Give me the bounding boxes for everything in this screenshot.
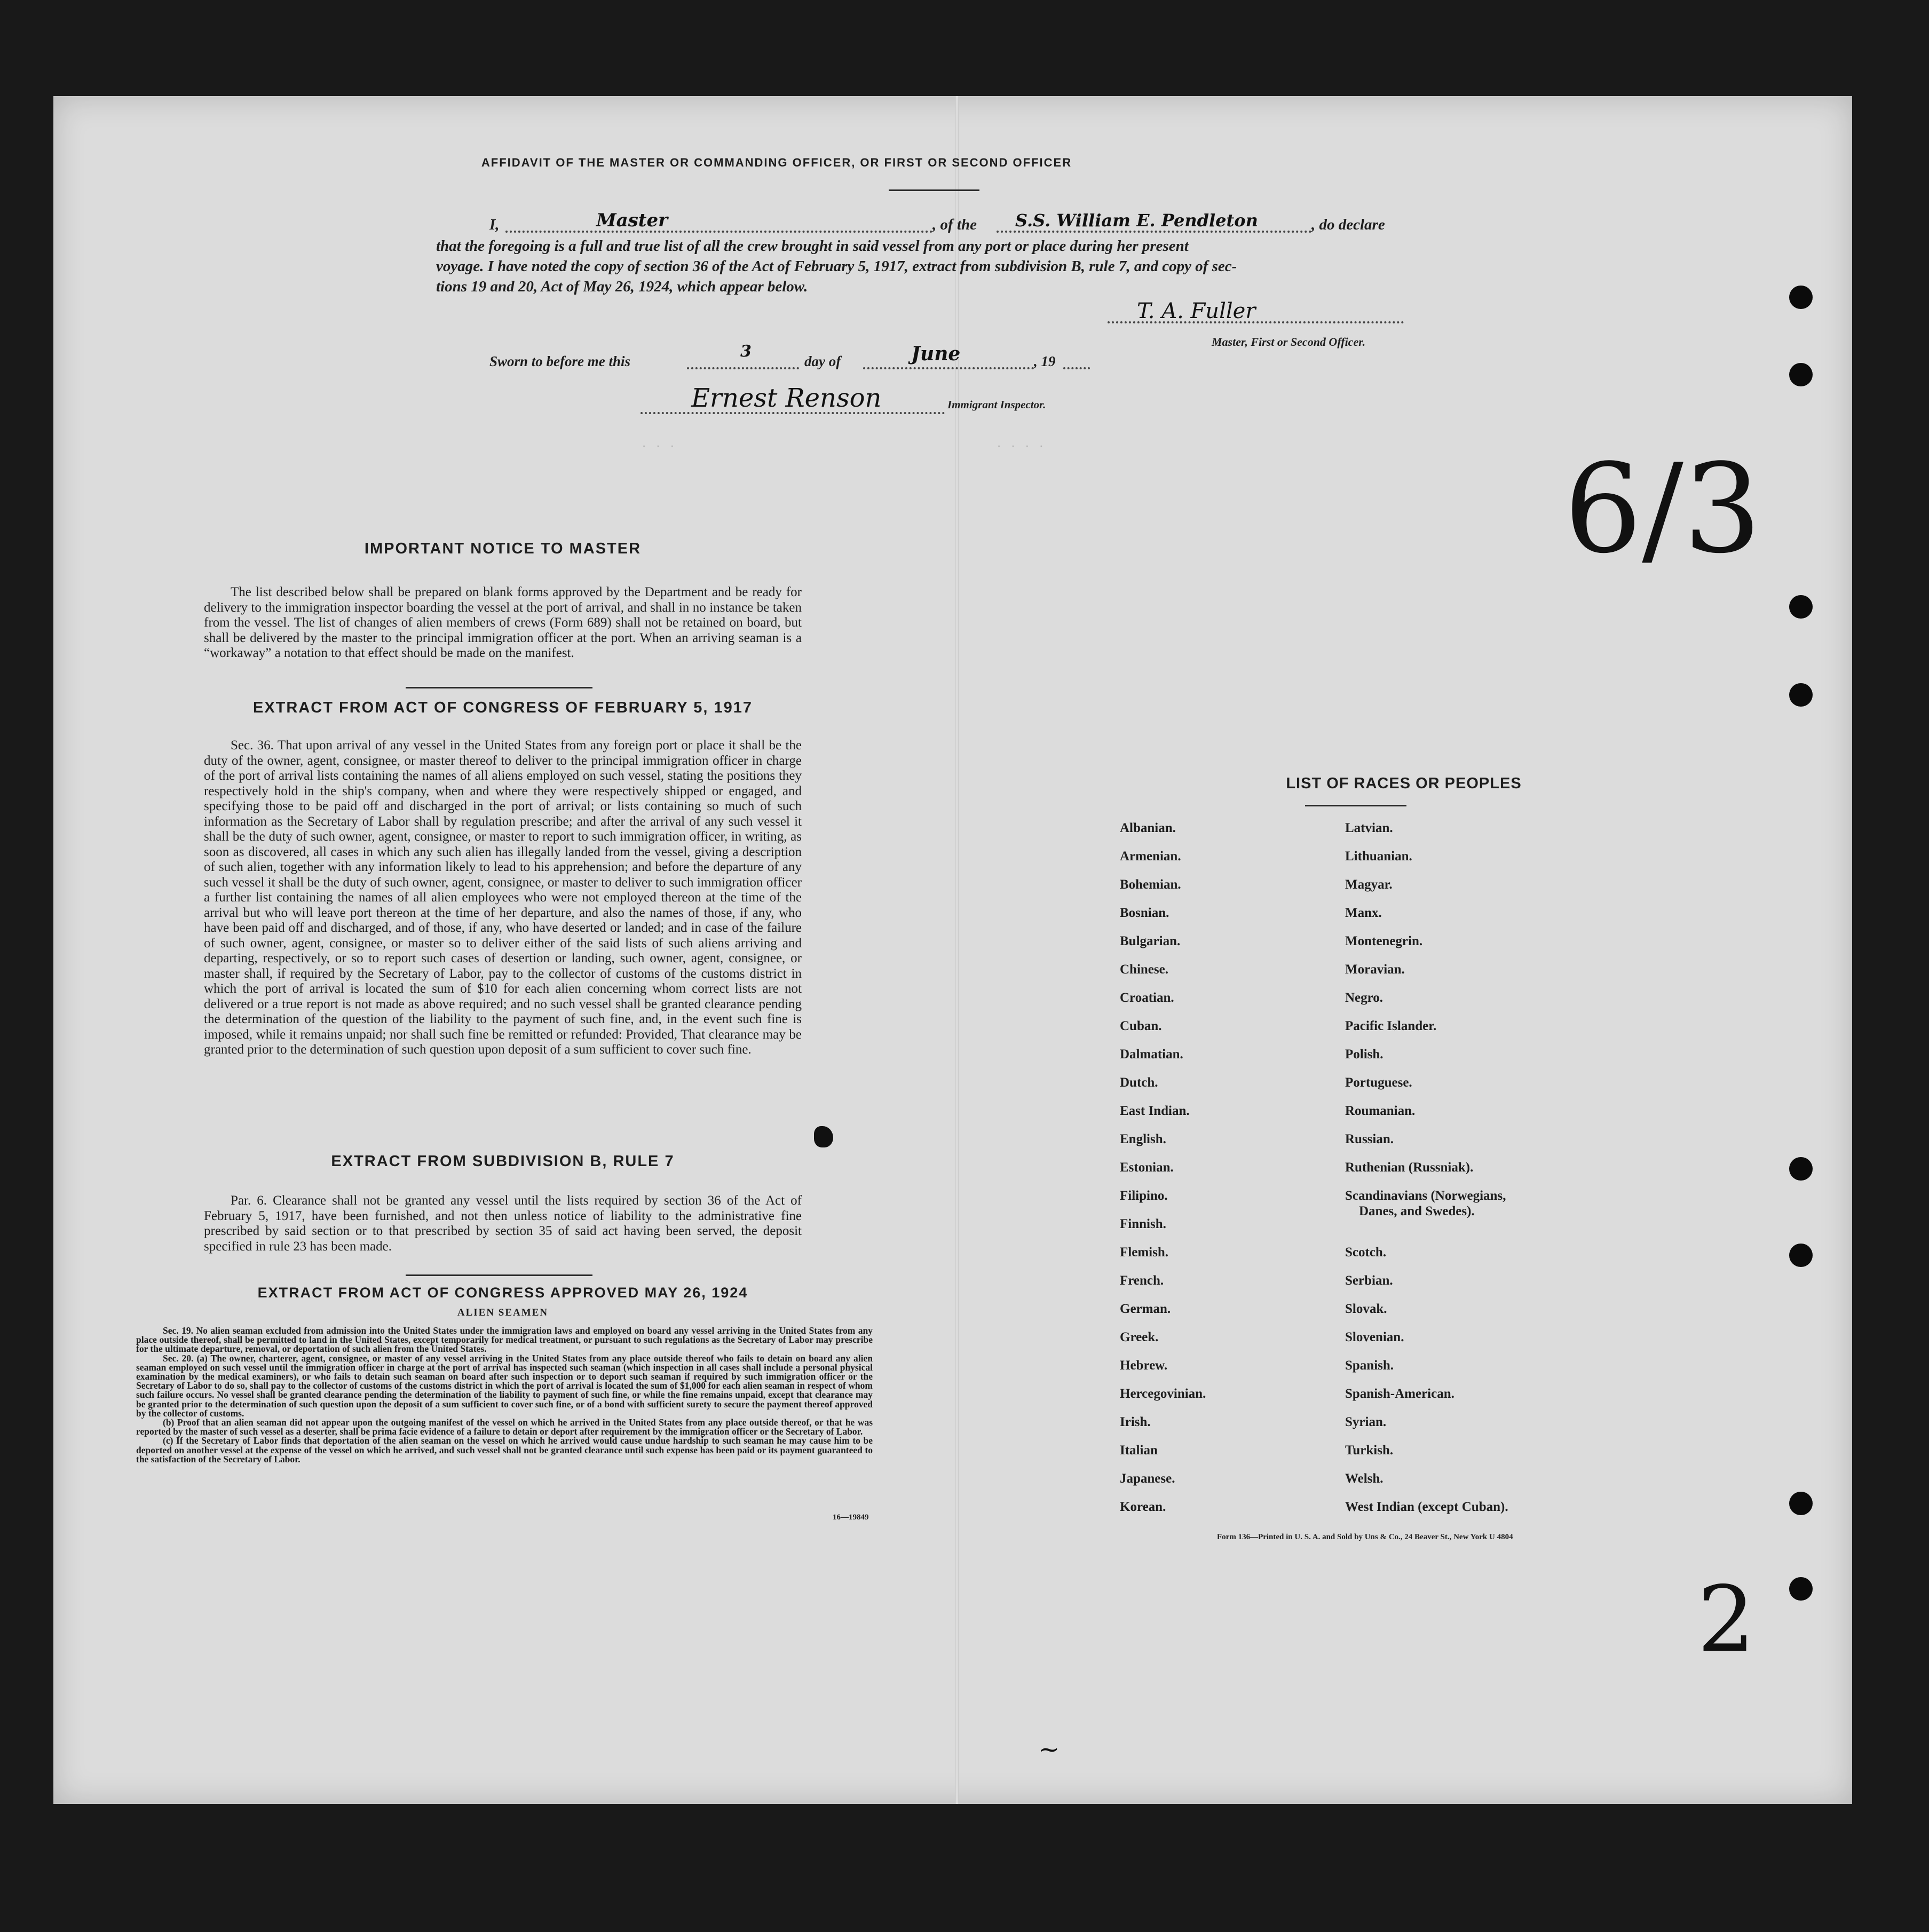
master-handwritten: Master <box>596 210 668 231</box>
race-item: Spanish. <box>1345 1358 1394 1373</box>
vessel-blank <box>997 231 1311 233</box>
affidavit-line-2: voyage. I have noted the copy of section 36 of the Act of February 5, 1917, extract from subdivision B, rule 7, and copy of sec- <box>436 258 1237 275</box>
sec-20a-paragraph: Sec. 20. (a) The owner, charterer, agent, consignee, or master of any vessel arriving in the United States from any place outside thereof who fails to detain on board any alien seaman employed on such vessel until the immigration officer in charge at the port of arrival has inspected such seaman (which inspection in all cases shall include a personal physical examination by the medical examiners), or who fails to detain such seaman on board after such inspection or to deport such seaman if required by such immigration officer or the Secretary of Labor to do so, shall pay to the collector of customs of the customs district in which the port of arrival is located the sum of $1,000 for each alien seaman in respect of whom such failure occurs. No vessel shall be granted clearance pending the determination of the liability to payment of such fine, or while the fine remains unpaid, except that clearance may be granted prior to the determination of such question upon the deposit of a sum sufficient to cover such fine, or of a bond with sufficient surety to secure the payment thereof approved by the collector of customs. <box>136 1352 873 1419</box>
sec-20b-paragraph: (b) Proof that an alien seaman did not appear upon the outgoing manifest of the vessel on which he arrived in the United States from any place outside thereof, or that he was reported by the master of such vessel as a deserter, shall be prima facie evidence of a failure to detain or deport after requirement by the immigration officer or the Secretary of Labor. <box>136 1417 873 1437</box>
race-item: Montenegrin. <box>1345 934 1423 948</box>
ink-blot <box>814 1126 833 1147</box>
race-item: French. <box>1120 1273 1164 1288</box>
race-item: Scandinavians (Norwegians, <box>1345 1189 1506 1203</box>
races-left-column <box>1120 821 1333 1515</box>
race-item: Filipino. <box>1120 1189 1168 1203</box>
punch-hole <box>1789 595 1813 619</box>
sworn-line <box>489 342 1183 373</box>
extract-1924-text <box>136 1326 873 1464</box>
race-item: Spanish-American. <box>1345 1387 1454 1401</box>
bleed-through-row: . . . . <box>995 438 1045 451</box>
inspector-caption: Immigrant Inspector. <box>947 398 1046 411</box>
heading-rule <box>889 189 979 191</box>
rule7-text <box>204 1193 802 1254</box>
race-item: Moravian. <box>1345 962 1405 977</box>
race-item: Greek. <box>1120 1330 1159 1344</box>
name-blank <box>505 231 932 233</box>
master-signature: T. A. Fuller <box>1137 299 1256 323</box>
notice-paragraph: The list described below shall be prepared on blank forms approved by the Department and be ready for delivery to the immigration inspector boarding the vessel at the port of arrival, and shall in no instance be taken from the vessel. The list of changes of alien members of crews (Form 689) shall not be retained on board, but shall be delivered by the master to the principal immigration officer at the port. When an arriving seaman is a “workaway” a notation to that effect should be made on the manifest. <box>204 585 802 660</box>
notice-heading: IMPORTANT NOTICE TO MASTER <box>364 540 642 557</box>
race-item: Croatian. <box>1120 991 1174 1005</box>
punch-hole <box>1789 1492 1813 1515</box>
race-item: Estonian. <box>1120 1160 1174 1175</box>
i-label: I, <box>489 216 500 233</box>
race-item: Finnish. <box>1120 1217 1166 1231</box>
day-blank <box>687 367 799 369</box>
affidavit-line-1: that the foregoing is a full and true list of all the crew brought in said vessel from any port or place during her present <box>436 237 1189 255</box>
bleed-through-row: . . . <box>641 438 676 451</box>
form-printer-note: Form 136—Printed in U. S. A. and Sold by Uns & Co., 24 Beaver St., New York U 4804 <box>1217 1533 1513 1541</box>
alien-seamen-subheading: ALIEN SEAMEN <box>457 1307 549 1318</box>
race-item: Dalmatian. <box>1120 1047 1183 1062</box>
race-item: German. <box>1120 1302 1171 1316</box>
race-item: English. <box>1120 1132 1166 1146</box>
race-item: Albanian. <box>1120 821 1176 835</box>
race-item: Korean. <box>1120 1500 1166 1514</box>
day-handwritten: 3 <box>740 342 752 361</box>
race-item: Magyar. <box>1345 877 1393 892</box>
do-declare-label: , do declare <box>1311 216 1385 233</box>
race-item: Danes, and Swedes). <box>1359 1204 1475 1218</box>
extract-1924-heading: EXTRACT FROM ACT OF CONGRESS APPROVED MAY 26, 1924 <box>257 1285 748 1301</box>
race-item: Roumanian. <box>1345 1104 1416 1118</box>
affidavit-fill-line <box>489 210 1488 236</box>
sec-20c-paragraph: (c) If the Secretary of Labor finds that deportation of the alien seaman on the vessel on which he arrived would cause undue hardship to such seaman he may cause him to be deported on another vessel at the expense of the vessel on which he arrived, and such vessel shall not be granted clearance until such expense has been paid or its payment guaranteed to the satisfaction of the Secretary of Labor. <box>136 1435 873 1464</box>
punch-hole <box>1789 1244 1813 1267</box>
race-item: Pacific Islander. <box>1345 1019 1437 1033</box>
section-rule <box>406 1274 592 1276</box>
race-item: Bulgarian. <box>1120 934 1181 948</box>
extract-1917-text <box>204 738 802 1058</box>
race-item: Irish. <box>1120 1415 1151 1429</box>
sec-36-paragraph: Sec. 36. That upon arrival of any vessel in the United States from any foreign port or place it shall be the duty of the owner, agent, consignee, or master thereof to deliver to the principal immigration officer in charge of the port of arrival lists containing the names of all aliens employed on such vessel, stating the positions they respectively hold in the ship's company, when and where they were respectively shipped or engaged, and specifying those to be paid off and discharged in the port of arrival; or lists containing so much of such information as the Secretary of Labor shall by regulation prescribe; and after the arrival of any such vessel it shall be the duty of such owner, agent, consignee, or master to report to such immigration officer, in writing, as soon as discovered, all cases in which any such alien has illegally landed from the vessel, giving a description of such alien, together with any information likely to lead to his apprehension; and before the departure of any such vessel it shall be the duty of such owner, agent, consignee, or master to deliver to such immigration officer a further list containing the names of all alien employees who were not employed thereon at the time of the arrival but who will leave port thereon at the time of her departure, and also the names of those, if any, who have been paid off and discharged, and of those, if any, who have deserted or landed; and in case of the failure of such owner, agent, consignee, or master so to deliver either of the said lists of such aliens arriving and departing, respectively, or so to report such cases of desertion or landing, such owner, agent, consignee, or master shall, if required by the Secretary of Labor, pay to the collector of customs of the customs district in which the port of arrival is located the sum of $10 for each alien concerning whom correct lists are not delivered or a true report is not made as above required; and no such vessel shall be granted clearance pending the determination of the question of the liability to the payment of such fine, and, in the event such fine is imposed, while it remains unpaid; nor shall such fine be remitted or refunded: Provided, That clearance may be granted prior to the determination of such question upon deposit of a sum sufficient to cover such fine. <box>204 738 802 1057</box>
race-item: Latvian. <box>1345 821 1393 835</box>
section-rule <box>406 687 592 688</box>
race-item: Turkish. <box>1345 1443 1394 1458</box>
day-of-label: day of <box>804 353 841 369</box>
race-item: Dutch. <box>1120 1075 1158 1090</box>
affidavit-line-3: tions 19 and 20, Act of May 26, 1924, which appear below. <box>436 278 808 295</box>
race-item: Russian. <box>1345 1132 1394 1146</box>
race-item: Lithuanian. <box>1345 849 1412 864</box>
year-label: , 19 <box>1034 353 1056 369</box>
month-handwritten: June <box>911 343 961 365</box>
punch-hole <box>1789 363 1813 386</box>
races-rule <box>1305 805 1406 806</box>
race-item: Flemish. <box>1120 1245 1168 1260</box>
race-item: Ruthenian (Russniak). <box>1345 1160 1474 1175</box>
rule7-heading: EXTRACT FROM SUBDIVISION B, RULE 7 <box>331 1153 675 1170</box>
notice-text <box>204 585 802 661</box>
punch-hole <box>1789 286 1813 309</box>
race-item: Portuguese. <box>1345 1075 1412 1090</box>
signature-caption: Master, First or Second Officer. <box>1212 335 1366 349</box>
affidavit-body <box>436 236 1488 297</box>
sec-19-paragraph: Sec. 19. No alien seaman excluded from admission into the United States under the immigration laws and employed on board any vessel arriving in the United States from any place outside thereof, shall be permitted to land in the United States, except temporarily for medical treatment, or pursuant to such regulations as the Secretary of Labor may prescribe for the ultimate departure, removal, or deportation of such alien from the United States. <box>136 1325 873 1355</box>
sworn-label: Sworn to before me this <box>489 353 631 369</box>
race-item: Bohemian. <box>1120 877 1181 892</box>
races-right-column <box>1345 821 1644 1515</box>
punch-hole <box>1789 683 1813 707</box>
race-item: Scotch. <box>1345 1245 1387 1260</box>
race-item: East Indian. <box>1120 1104 1190 1118</box>
race-item: Chinese. <box>1120 962 1168 977</box>
race-item: Armenian. <box>1120 849 1181 864</box>
of-the-label: , of the <box>932 216 977 233</box>
affidavit-heading: AFFIDAVIT OF THE MASTER OR COMMANDING OFFICER, OR FIRST OR SECOND OFFICER <box>481 156 1072 169</box>
race-item: Hercegovinian. <box>1120 1387 1206 1401</box>
race-item: Italian <box>1120 1443 1158 1458</box>
race-item: West Indian (except Cuban). <box>1345 1500 1508 1514</box>
race-item: Manx. <box>1345 906 1382 920</box>
race-item: Cuban. <box>1120 1019 1162 1033</box>
race-item: Serbian. <box>1345 1273 1393 1288</box>
bottom-right-mark: 2 <box>1697 1567 1756 1673</box>
document-page <box>53 96 1852 1804</box>
race-item: Bosnian. <box>1120 906 1169 920</box>
race-item: Welsh. <box>1345 1471 1383 1486</box>
race-item: Japanese. <box>1120 1471 1175 1486</box>
punch-hole <box>1789 1157 1813 1181</box>
vessel-handwritten: S.S. William E. Pendleton <box>1015 210 1258 231</box>
race-item: Syrian. <box>1345 1415 1387 1429</box>
form-code: 16—19849 <box>833 1513 869 1522</box>
page-number-mark: 6/3 <box>1564 438 1762 581</box>
bottom-scribble: ~ <box>1038 1735 1060 1764</box>
race-item: Polish. <box>1345 1047 1383 1062</box>
race-item: Hebrew. <box>1120 1358 1168 1373</box>
punch-hole <box>1789 1577 1813 1601</box>
race-item: Slovak. <box>1345 1302 1387 1316</box>
extract-1917-heading: EXTRACT FROM ACT OF CONGRESS OF FEBRUARY 5, 1917 <box>252 699 753 716</box>
par-6-paragraph: Par. 6. Clearance shall not be granted any vessel until the lists required by section 36 of the Act of February 5, 1917, have been furnished, and not then unless notice of liability to the administrative fine prescribed by said section or to that prescribed by section 35 of said act having been served, the deposit specified in rule 23 has been made. <box>204 1193 802 1254</box>
race-item: Negro. <box>1345 991 1383 1005</box>
races-heading: LIST OF RACES OR PEOPLES <box>1286 775 1522 792</box>
month-blank <box>863 367 1034 369</box>
race-item: Slovenian. <box>1345 1330 1404 1344</box>
inspector-signature: Ernest Renson <box>691 383 882 413</box>
year-blank <box>1063 367 1090 369</box>
